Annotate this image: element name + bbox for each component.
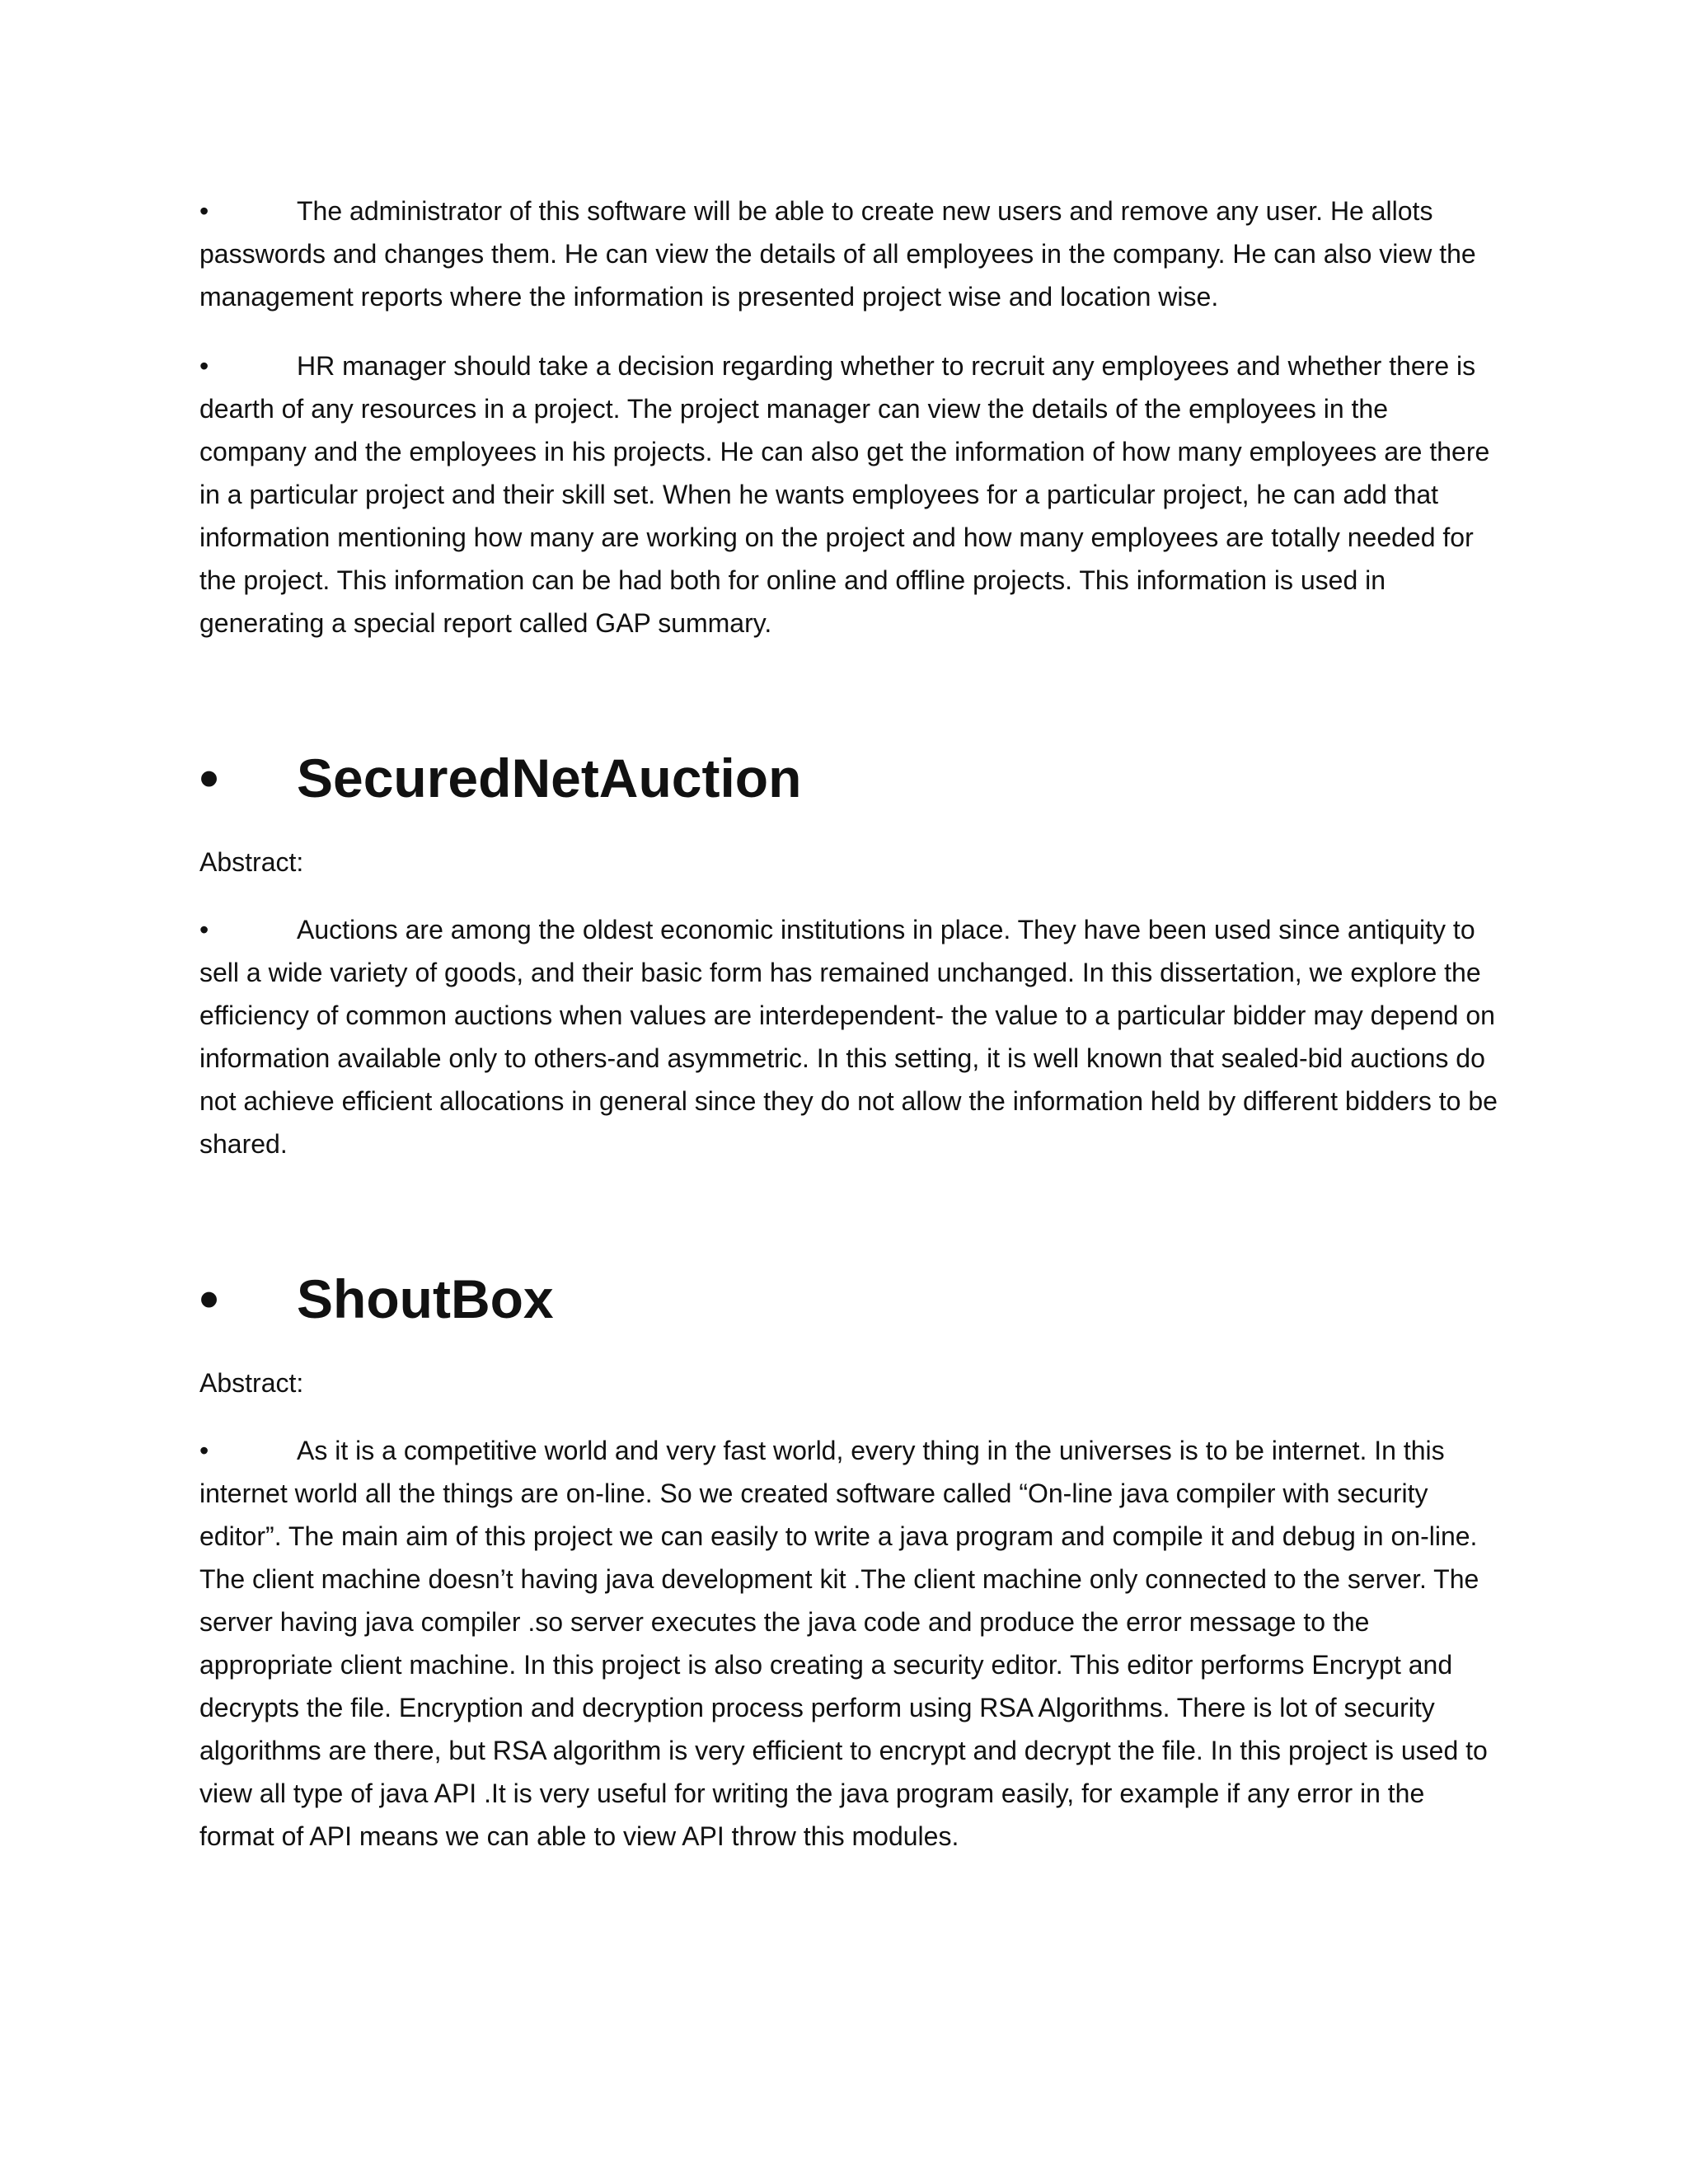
document-content — [199, 190, 1502, 1884]
section-body-text: Auctions are among the oldest economic institutions in place. They have been used since antiquity to sell a wide variety of goods, and their basic form has remained unchanged. In this dissertation, we explore the efficiency of common auctions when values are interdependent- the value to a particular bidder may depend on information available only to others-and asymmetric. In this setting, it is well known that sealed-bid auctions do not achieve efficient allocations in general since they do not allow the information held by different bidders to be shared. — [199, 915, 1498, 1159]
bullet-marker: • — [199, 196, 209, 226]
section-body-securednetauction — [199, 908, 1502, 1165]
section-title: SecuredNetAuction — [297, 748, 802, 808]
paragraph-hr-manager-text: HR manager should take a decision regarding whether to recruit any employees and whether there is dearth of any resources in a project. The project manager can view the details of the employees in the company and the employees in his projects. He can also get the information of how many employees are there in a particular project and their skill set. When he wants employees for a particular project, he can add that information mentioning how many are working on the project and how many employees are totally needed for the project. This information can be had both for online and offline projects. This information is used in generating a special report called GAP summary. — [199, 351, 1490, 638]
paragraph-hr-manager — [199, 344, 1502, 644]
abstract-label: Abstract: — [199, 847, 304, 877]
abstract-label: Abstract: — [199, 1368, 304, 1398]
bullet-marker: • — [199, 1436, 209, 1465]
section-body-text: As it is a competitive world and very fast world, every thing in the universes is to be internet. In this internet world all the things are on-line. So we created software called “On-line java compiler with security editor”. The main aim of this project we can easily to write a java program and compile it and debug in on-line. The client machine doesn’t having java development kit .The client machine only connected to the server. The server having java compiler .so server executes the java code and produce the error message to the appropriate client machine. In this project is also creating a security editor. This editor performs Encrypt and decrypts the file. Encryption and decryption process perform using RSA Algorithms. There is lot of security algorithms are there, but RSA algorithm is very efficient to encrypt and decrypt the file. In this project is used to view all type of java API .It is very useful for writing the java program easily, for example if any error in the format of API means we can able to view API throw this modules. — [199, 1436, 1488, 1851]
heading-bullet-marker: • — [199, 748, 219, 808]
section-heading-shoutbox — [199, 1266, 1502, 1332]
bullet-marker: • — [199, 915, 209, 944]
bullet-marker: • — [199, 351, 209, 381]
section-body-shoutbox — [199, 1429, 1502, 1858]
section-heading-securednetauction — [199, 745, 1502, 811]
paragraph-admin-text: The administrator of this software will be able to create new users and remove any user. He allots passwords and changes them. He can view the details of all employees in the company. He can also view the management reports where the information is presented project wise and location wise. — [199, 196, 1476, 312]
paragraph-admin — [199, 190, 1502, 318]
heading-bullet-marker: • — [199, 1268, 219, 1329]
section-title: ShoutBox — [297, 1268, 554, 1329]
